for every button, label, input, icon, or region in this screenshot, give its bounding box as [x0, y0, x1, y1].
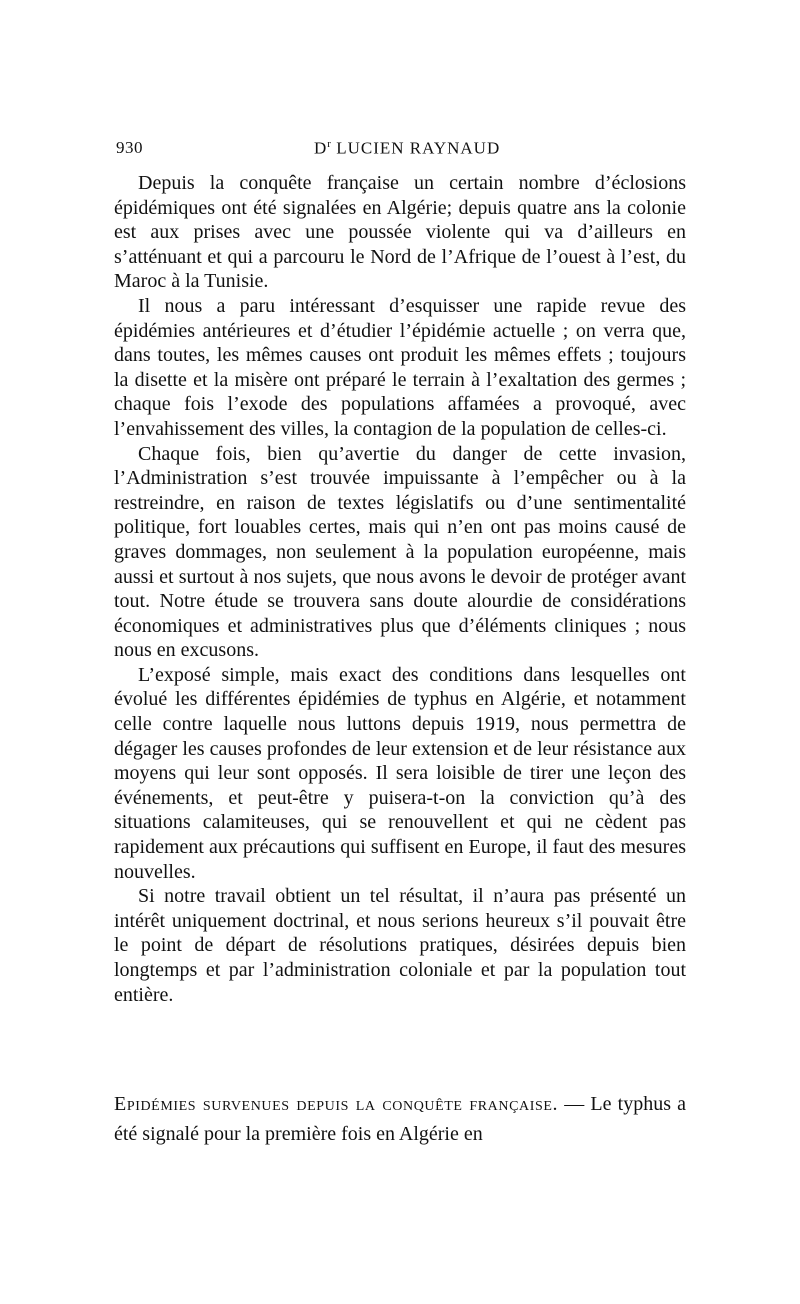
author-name: LUCIEN RAYNAUD: [330, 138, 501, 158]
paragraph-1: Depuis la conquête française un certain nombre d’éclosions épidémiques ont été signalées en Algérie; depuis quatre ans la colonie est aux prises avec une poussée violente qui va d’ailleurs en s’atténuant et qui a parcouru le Nord de l’Afrique de l’ouest à l’est, du Maroc à la Tunisie.: [114, 172, 686, 293]
paragraph-2: Il nous a paru intéressant d’esquisser une rapide revue des épidémies antérieures et d’étudier l’épidémie actuelle ; on verra que, dans toutes, les mêmes causes ont produit les mêmes effets ; toujours la disette et la misère ont préparé le terrain à l’exaltation des germes ; chaque fois l’exode des populations affamées a provoqué, avec l’envahissement des villes, la contagion de la population de celles-ci.: [114, 294, 686, 440]
section-title: Epidémies survenues depuis la conquête française.: [114, 1093, 559, 1115]
running-head-author: [314, 138, 500, 159]
section-dash: —: [558, 1093, 591, 1115]
paragraph-4: L’exposé simple, mais exact des conditions dans lesquelles ont évolué les différentes épidémies de typhus en Algérie, et notamment celle contre laquelle nous luttons depuis 1919, nous permettra de dégager les causes profondes de leur extension et de leur résistance aux moyens qui leur sont opposés. Il sera loisible de tirer une leçon des événements, et peut-être y puisera-t-on la conviction qu’à des situations calamiteuses, qui se renouvellent et qui ne cèdent pas rapidement aux précautions qui suffisent en Europe, il faut des mesures nouvelles.: [114, 663, 686, 883]
paragraph-3: Chaque fois, bien qu’avertie du danger de cette invasion, l’Administration s’est trouvée impuissante à l’empêcher ou à la restreindre, en raison de textes législatifs ou d’une sentimentalité politique, fort louables certes, mais qui n’en ont pas moins causé de graves dommages, non seulement à la population européenne, mais aussi et surtout à nos sujets, que nous avons le devoir de protéger avant tout. Notre étude se trouvera sans doute alourdie de considérations économiques et administratives plus que d’éléments cliniques ; nous nous en excusons.: [114, 442, 686, 662]
running-header: [116, 138, 686, 162]
paragraph-5: Si notre travail obtient un tel résultat, il n’aura pas présenté un intérêt uniquement doctrinal, et nous serions heureux s’il pouvait être le point de départ de résolutions pratiques, désirées depuis bien longtemps et par l’administration coloniale et par la population tout entière.: [114, 885, 686, 1006]
section-opening: [114, 1089, 686, 1149]
body-text: [114, 171, 686, 1007]
author-prefix-superscript: r: [327, 138, 331, 150]
section-text: Le typhus a été signalé pour la première fois en Algérie en: [114, 1093, 687, 1145]
page-number: 930: [116, 138, 143, 157]
author-prefix: D: [314, 138, 328, 158]
